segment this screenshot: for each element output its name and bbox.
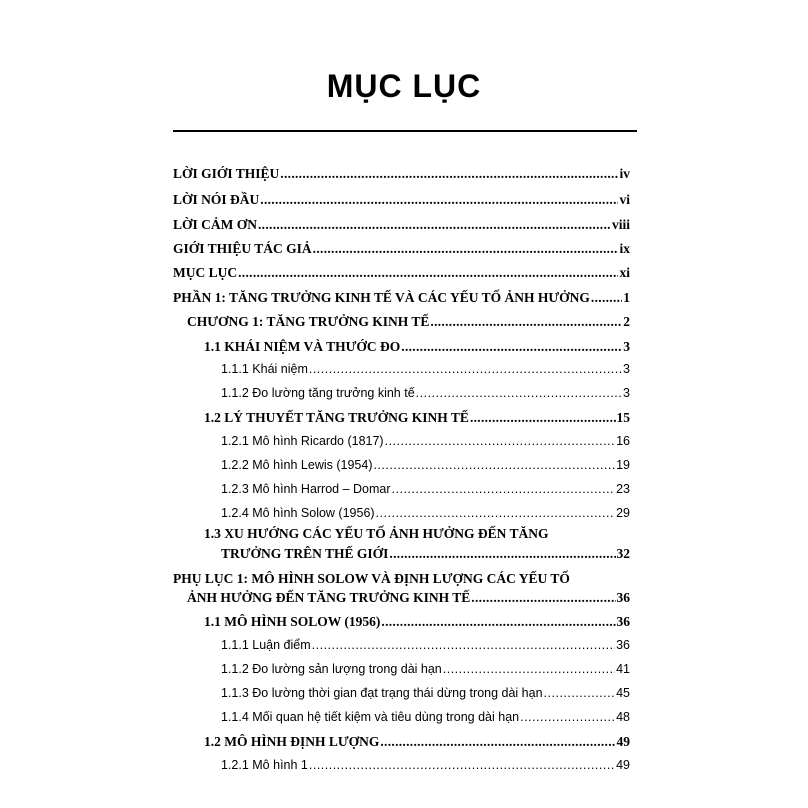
toc-leader-dots [544,686,616,700]
toc-entry[interactable] [173,166,630,182]
toc-entry[interactable] [221,482,630,496]
toc-entry-label: 1.1 MÔ HÌNH SOLOW (1956) [204,614,381,629]
toc-leader-dots [280,166,618,182]
toc-leader-dots [381,614,615,630]
toc-entry[interactable] [221,686,630,700]
toc-entry-label-line2: TRƯỞNG TRÊN THẾ GIỚI [221,546,389,561]
toc-entry-page: xi [619,265,630,280]
toc-leader-dots [591,290,622,306]
toc-leader-dots [470,410,616,426]
toc-entry-page: 45 [616,686,630,700]
toc-entry-label: 1.2 LÝ THUYẾT TĂNG TRƯỞNG KINH TẾ [204,410,469,425]
toc-leader-dots [385,434,616,448]
toc-entry-label: 1.1.3 Đo lường thời gian đạt trạng thái dừng trong dài hạn [221,686,543,700]
toc-entry[interactable] [221,638,630,652]
toc-entry[interactable] [221,434,630,448]
toc-entry-label: LỜI NÓI ĐẦU [173,192,260,207]
toc-leader-dots [520,710,615,724]
toc-entry[interactable] [173,192,630,208]
toc-entry[interactable] [221,386,630,400]
toc-entry-label: LỜI GIỚI THIỆU [173,166,280,181]
toc-entry[interactable] [173,241,630,257]
toc-entry-label: 1.2.1 Mô hình Ricardo (1817) [221,434,384,448]
toc-entry-page: vi [619,192,630,207]
toc-entry-label: 1.1.2 Đo lường sản lượng trong dài hạn [221,662,442,676]
toc-entry-page: 32 [616,546,630,561]
toc-entry-page: 3 [623,386,630,400]
toc-entry-label: 1.1 KHÁI NIỆM VÀ THƯỚC ĐO [204,339,401,354]
toc-entry-page: 29 [616,506,630,520]
toc-entry-label: PHẦN 1: TĂNG TRƯỞNG KINH TẾ VÀ CÁC YẾU TỐ ẢNH HƯỞNG [173,290,590,305]
toc-entry-label: 1.2.3 Mô hình Harrod – Domar [221,482,391,496]
toc-leader-dots [392,482,616,496]
toc-entry[interactable] [221,546,630,562]
toc-entry-label-line2: ẢNH HƯỞNG ĐẾN TĂNG TRƯỞNG KINH TẾ [187,590,471,605]
toc-entry-page: 41 [616,662,630,676]
toc-leader-dots [258,217,611,233]
toc-entry-page: 49 [616,758,630,772]
toc-entry[interactable] [173,217,630,233]
toc-entry-page: 36 [616,638,630,652]
toc-entry-page: 19 [616,458,630,472]
toc-entry[interactable] [221,710,630,724]
toc-entry[interactable] [187,590,630,606]
toc-entry-label: 1.2.1 Mô hình 1 [221,758,308,772]
toc-entry-page: 3 [623,339,630,354]
toc-entry-page: 3 [623,362,630,376]
toc-entry-page: 2 [623,314,630,329]
toc-entry[interactable] [221,662,630,676]
toc-leader-dots [376,506,616,520]
toc-entry-page: 36 [616,614,630,629]
toc-entry-page: 16 [616,434,630,448]
toc-entry[interactable] [204,734,630,750]
toc-leader-dots [260,192,618,208]
toc-entry[interactable] [173,265,630,281]
toc-entry-page: 36 [616,590,630,605]
toc-entry-label: 1.1.1 Khái niệm [221,362,308,376]
toc-entry-label: 1.1.2 Đo lường tăng trưởng kinh tế [221,386,415,400]
toc-entry-label: GIỚI THIỆU TÁC GIẢ [173,241,312,256]
toc-leader-dots [443,662,615,676]
toc-entry-page: 49 [616,734,630,749]
toc-entry-label: 1.2 MÔ HÌNH ĐỊNH LƯỢNG [204,734,380,749]
page-title: MỤC LỤC [326,68,482,104]
toc-entry-label: MỤC LỤC [173,265,238,280]
toc-leader-dots [401,339,622,355]
toc-entry-label-line1[interactable]: 1.3 XU HƯỚNG CÁC YẾU TỐ ẢNH HƯỞNG ĐẾN TĂNG [204,526,549,541]
toc-entry[interactable] [187,314,630,330]
toc-leader-dots [430,314,622,330]
toc-leader-dots [373,458,615,472]
toc-entry[interactable] [204,614,630,630]
toc-entry[interactable] [204,410,630,426]
toc-leader-dots [389,546,615,562]
toc-leader-dots [309,758,615,772]
toc-entry-label-line1[interactable]: PHỤ LỤC 1: MÔ HÌNH SOLOW VÀ ĐỊNH LƯỢNG CÁC YẾU TỐ [173,571,570,586]
toc-entry[interactable] [221,458,630,472]
toc-leader-dots [471,590,615,606]
toc-entry[interactable] [204,339,630,355]
toc-leader-dots [309,362,622,376]
toc-entry[interactable] [221,506,630,520]
toc-entry-label: LỜI CẢM ƠN [173,217,257,232]
toc-entry-label: 1.2.2 Mô hình Lewis (1954) [221,458,373,472]
toc-entry-label: 1.1.1 Luận điểm [221,638,311,652]
toc-entry-page: 1 [623,290,630,305]
toc-leader-dots [380,734,615,750]
toc-entry-label: 1.1.4 Mối quan hệ tiết kiệm và tiêu dùng trong dài hạn [221,710,520,724]
toc-entry[interactable] [221,758,630,772]
toc-entry-label: CHƯƠNG 1: TĂNG TRƯỞNG KINH TẾ [187,314,430,329]
toc-entry[interactable] [173,290,630,306]
toc-entry[interactable] [221,362,630,376]
toc-entry-page: iv [619,166,630,181]
toc-leader-dots [312,638,615,652]
toc-entry-page: 48 [616,710,630,724]
toc-leader-dots [313,241,619,257]
toc-entry-page: 15 [616,410,630,425]
toc-entry-page: ix [619,241,630,256]
toc-entry-label: 1.2.4 Mô hình Solow (1956) [221,506,375,520]
toc-entry-page: viii [611,217,630,232]
toc-leader-dots [416,386,622,400]
toc-leader-dots [238,265,618,281]
toc-entry-page: 23 [616,482,630,496]
